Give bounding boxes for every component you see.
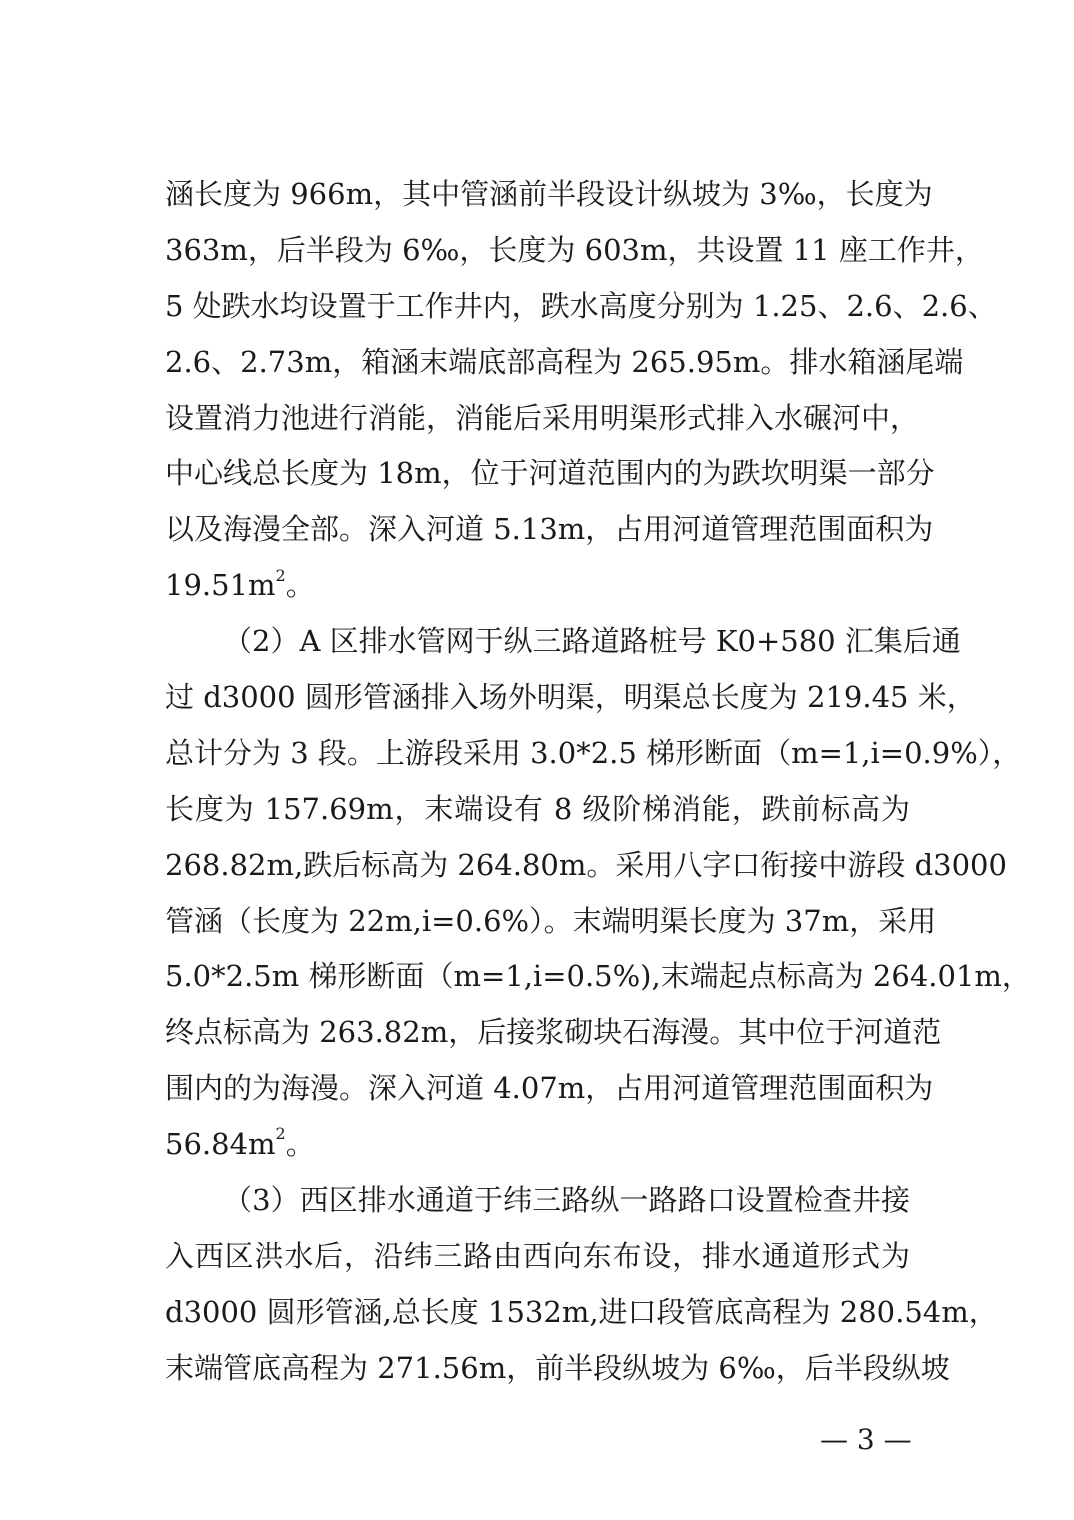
area-exponent: 2 — [275, 1124, 286, 1144]
text-line: 过 d3000 圆形管涵排入场外明渠，明渠总长度为 219.45 米， — [165, 680, 976, 715]
text-line: 围内的为海漫。深入河道 4.07m，占用河道管理范围面积为 — [165, 1071, 934, 1106]
text-line: 中心线总长度为 18m，位于河道范围内的为跌坎明渠一部分 — [165, 456, 935, 491]
text-line: 2.6、2.73m，箱涵末端底部高程为 265.95m。排水箱涵尾端 — [165, 344, 964, 379]
text-line: d3000 圆形管涵,总长度 1532m,进口段管底高程为 280.54m， — [165, 1294, 998, 1329]
text-line: 终点标高为 263.82m，后接浆砌块石海漫。其中位于河道范 — [165, 1015, 942, 1050]
text-line: 涵长度为 966m，其中管涵前半段设计纵坡为 3‰，长度为 — [165, 177, 933, 211]
text-line: （3）西区排水通道于纬三路纵一路路口设置检查井接 — [223, 1183, 910, 1218]
text-line: 5.0*2.5m 梯形断面（m=1,i=0.5%),末端起点标高为 264.01m， — [165, 959, 1031, 994]
page-number: — 3 — — [820, 1423, 912, 1456]
text-line: 总计分为 3 段。上游段采用 3.0*2.5 梯形断面（m=1,i=0.9%）， — [165, 735, 1022, 770]
text-line: 末端管底高程为 271.56m，前半段纵坡为 6‰，后半段纵坡 — [165, 1350, 950, 1385]
text-line: 长度为 157.69m，末端设有 8 级阶梯消能，跌前标高为 — [165, 791, 910, 826]
area-punctuation: 。 — [285, 1127, 315, 1162]
paragraph-drainage-box-culvert — [165, 172, 997, 608]
text-line: 363m，后半段为 6‰，长度为 603m，共设置 11 座工作井， — [165, 232, 984, 267]
body-text — [165, 172, 1031, 1402]
text-line: 以及海漫全部。深入河道 5.13m，占用河道管理范围面积为 — [165, 512, 934, 547]
area-value: 56.84m — [165, 1127, 276, 1162]
text-line-area — [165, 563, 910, 608]
text-line: 设置消力池进行消能，消能后采用明渠形式排入水碾河中， — [165, 400, 920, 435]
text-line: 入西区洪水后，沿纬三路由西向东布设，排水通道形式为 — [165, 1238, 910, 1273]
text-line: 268.82m,跌后标高为 264.80m。采用八字口衔接中游段 d3000 — [165, 847, 1007, 882]
text-line-area — [165, 1122, 910, 1167]
text-line: 5 处跌水均设置于工作井内，跌水高度分别为 1.25、2.6、2.6、 — [165, 288, 997, 323]
text-line: 管涵（长度为 22m,i=0.6%）。末端明渠长度为 37m，采用 — [165, 903, 937, 938]
area-punctuation: 。 — [285, 568, 315, 603]
text-line: （2）A 区排水管网于纵三路道路桩号 K0+580 汇集后通 — [223, 624, 961, 659]
paragraph-zone-a-drainage — [165, 619, 1031, 1167]
paragraph-west-zone-drainage — [165, 1178, 998, 1391]
area-value: 19.51m — [165, 568, 276, 603]
area-exponent: 2 — [275, 565, 286, 585]
